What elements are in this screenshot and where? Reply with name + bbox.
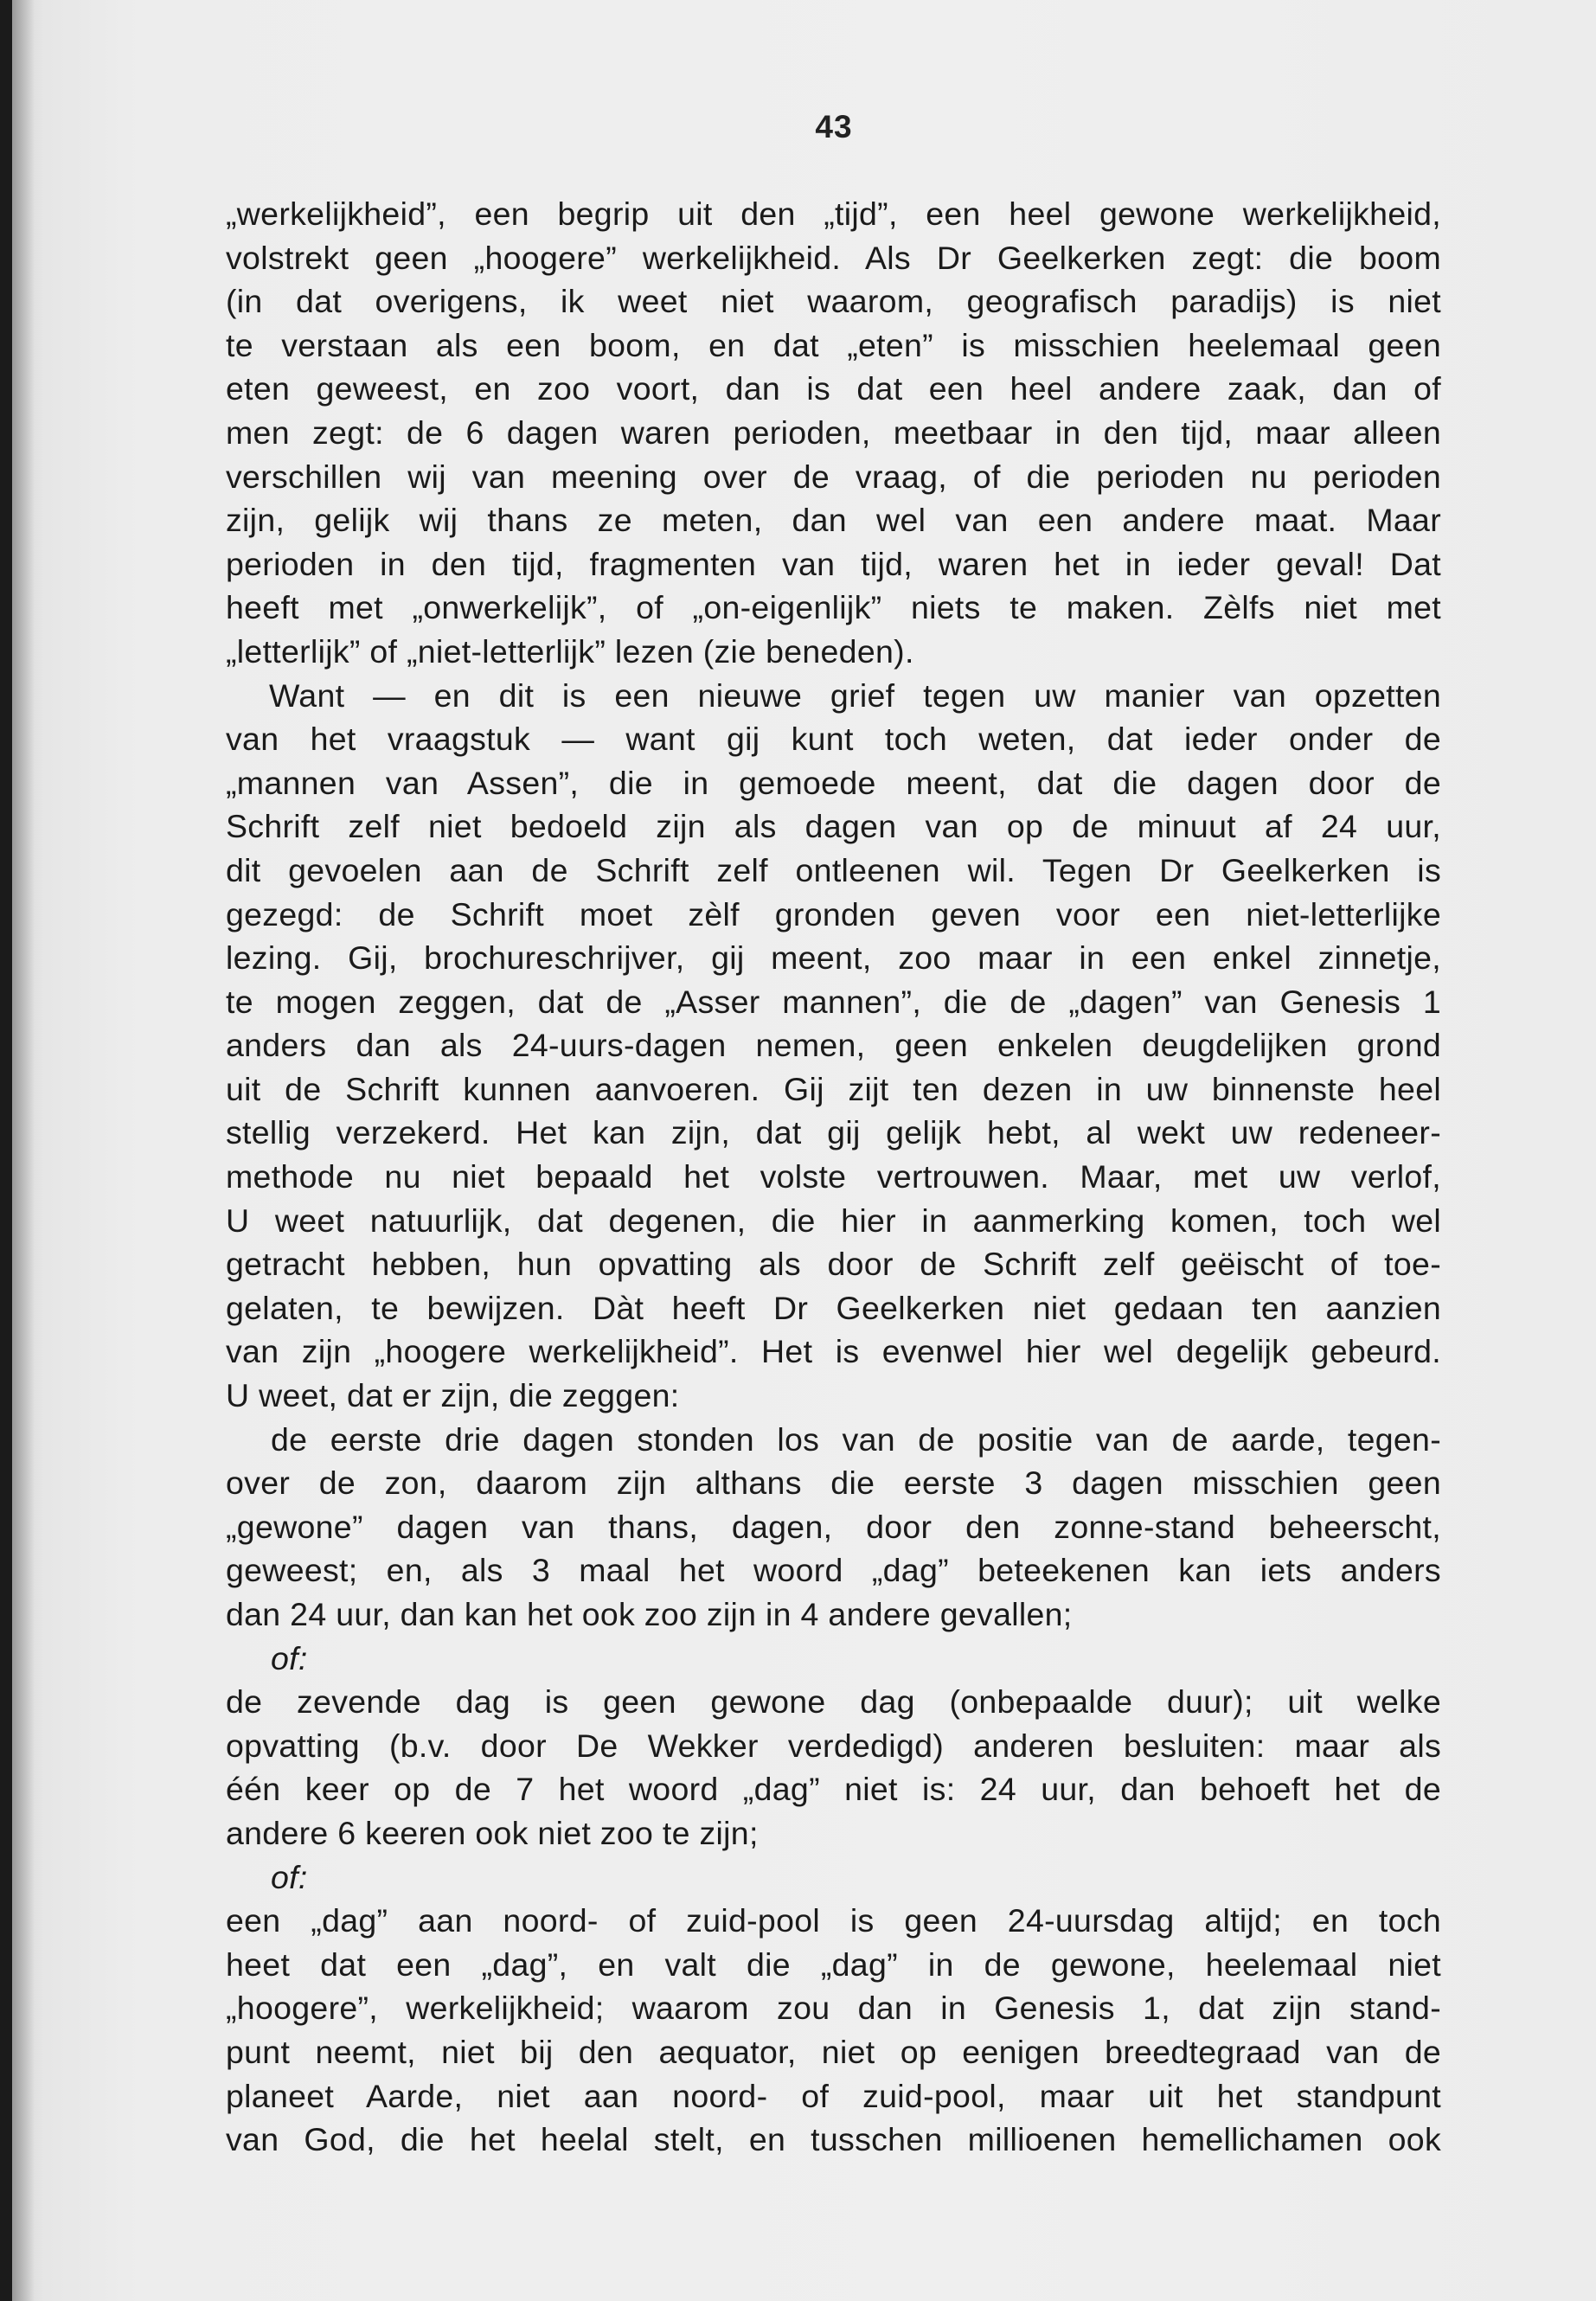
text-line: punt neemt, niet bij den aequator, niet op eenigen breedtegraad van de: [226, 2033, 1441, 2070]
text-line: van het vraagstuk — want gij kunt toch weten, dat ieder onder de: [226, 721, 1441, 758]
text-line: over de zon, daarom zijn althans die eerste 3 dagen misschien geen: [226, 1465, 1441, 1502]
text-line: of:: [271, 1639, 308, 1676]
text-line: de zevende dag is geen gewone dag (onbepaalde duur); uit welke: [226, 1683, 1441, 1721]
body-text: [226, 192, 1441, 2162]
text-line: getracht hebben, hun opvatting als door de Schrift zelf geëischt of toe-: [226, 1246, 1441, 1283]
text-line: „gewone” dagen van thans, dagen, door den zonne-stand beheerscht,: [226, 1508, 1441, 1545]
text-line: geweest; en, als 3 maal het woord „dag” beteekenen kan iets anders: [226, 1552, 1441, 1589]
text-line: verschillen wij van meening over de vraag, of die perioden nu perioden: [226, 458, 1441, 495]
text-line: Want — en dit is een nieuwe grief tegen uw manier van opzetten: [269, 676, 1441, 714]
text-line: één keer op de 7 het woord „dag” niet is: 24 uur, dan behoeft het de: [226, 1771, 1441, 1808]
text-line: zijn, gelijk wij thans ze meten, dan wel van een andere maat. Maar: [226, 502, 1441, 539]
text-line: of:: [271, 1858, 308, 1895]
text-line: heet dat een „dag”, en valt die „dag” in de gewone, heelemaal niet: [226, 1945, 1441, 1983]
text-line: eten geweest, en zoo voort, dan is dat een heel andere zaak, dan of: [226, 370, 1441, 407]
text-line: planeet Aarde, niet aan noord- of zuid-pool, maar uit het standpunt: [226, 2077, 1441, 2114]
text-line: men zegt: de 6 dagen waren perioden, meetbaar in den tijd, maar alleen: [226, 413, 1441, 451]
text-line: gezegd: de Schrift moet zèlf gronden geven voor een niet-letterlijke: [226, 895, 1441, 933]
text-line: een „dag” aan noord- of zuid-pool is geen 24-uursdag altijd; en toch: [226, 1902, 1441, 1939]
text-line: volstrekt geen „hoogere” werkelijkheid. Als Dr Geelkerken zegt: die boom: [226, 239, 1441, 276]
text-line: stellig verzekerd. Het kan zijn, dat gij gelijk hebt, al wekt uw redeneer-: [226, 1114, 1441, 1151]
text-line: „werkelijkheid”, een begrip uit den „tijd”, een heel gewone werkelijkheid,: [226, 195, 1441, 232]
text-line: dan 24 uur, dan kan het ook zoo zijn in 4 andere gevallen;: [226, 1596, 1073, 1632]
text-line: „letterlijk” of „niet-letterlijk” lezen (zie beneden).: [226, 632, 914, 670]
text-line: te verstaan als een boom, en dat „eten” is misschien heelemaal geen: [226, 326, 1441, 363]
text-line: perioden in den tijd, fragmenten van tijd, waren het in ieder geval! Dat: [226, 545, 1441, 582]
text-line: uit de Schrift kunnen aanvoeren. Gij zijt ten dezen in uw binnenste heel: [226, 1070, 1441, 1107]
text-line: opvatting (b.v. door De Wekker verdedigd) anderen besluiten: maar als: [226, 1727, 1441, 1764]
text-line: „hoogere”, werkelijkheid; waarom zou dan in Genesis 1, dat zijn stand-: [226, 1990, 1441, 2027]
text-line: Schrift zelf niet bedoeld zijn als dagen van op de minuut af 24 uur,: [226, 808, 1441, 845]
text-line: dit gevoelen aan de Schrift zelf ontleenen wil. Tegen Dr Geelkerken is: [226, 851, 1441, 888]
text-line: heeft met „onwerkelijk”, of „on-eigenlijk” niets te maken. Zèlfs niet met: [226, 589, 1441, 626]
text-line: van zijn „hoogere werkelijkheid”. Het is evenwel hier wel degelijk gebeurd.: [226, 1333, 1441, 1370]
text-line: gelaten, te bewijzen. Dàt heeft Dr Geelkerken niet gedaan ten aanzien: [226, 1289, 1441, 1326]
text-line: andere 6 keeren ook niet zoo te zijn;: [226, 1814, 759, 1851]
text-line: te mogen zeggen, dat de „Asser mannen”, die de „dagen” van Genesis 1: [226, 983, 1441, 1020]
text-line: van God, die het heelal stelt, en tusschen millioenen hemellichamen ook: [226, 2121, 1441, 2158]
text-line: (in dat overigens, ik weet niet waarom, geografisch paradijs) is niet: [226, 283, 1441, 320]
text-line: „mannen van Assen”, die in gemoede meent, dat die dagen door de: [226, 764, 1441, 801]
text-line: anders dan als 24-uurs-dagen nemen, geen enkelen deugdelijken grond: [226, 1027, 1441, 1064]
text-line: U weet, dat er zijn, die zeggen:: [226, 1377, 680, 1414]
text-line: methode nu niet bepaald het volste vertrouwen. Maar, met uw verlof,: [226, 1158, 1441, 1195]
text-line: U weet natuurlijk, dat degenen, die hier in aanmerking komen, toch wel: [226, 1202, 1441, 1239]
book-page: [12, 0, 1596, 2301]
text-line: lezing. Gij, brochureschrijver, gij meent, zoo maar in een enkel zinnetje,: [226, 939, 1441, 977]
page-number: 43: [815, 109, 853, 144]
text-line: de eerste drie dagen stonden los van de positie van de aarde, tegen-: [271, 1420, 1441, 1458]
